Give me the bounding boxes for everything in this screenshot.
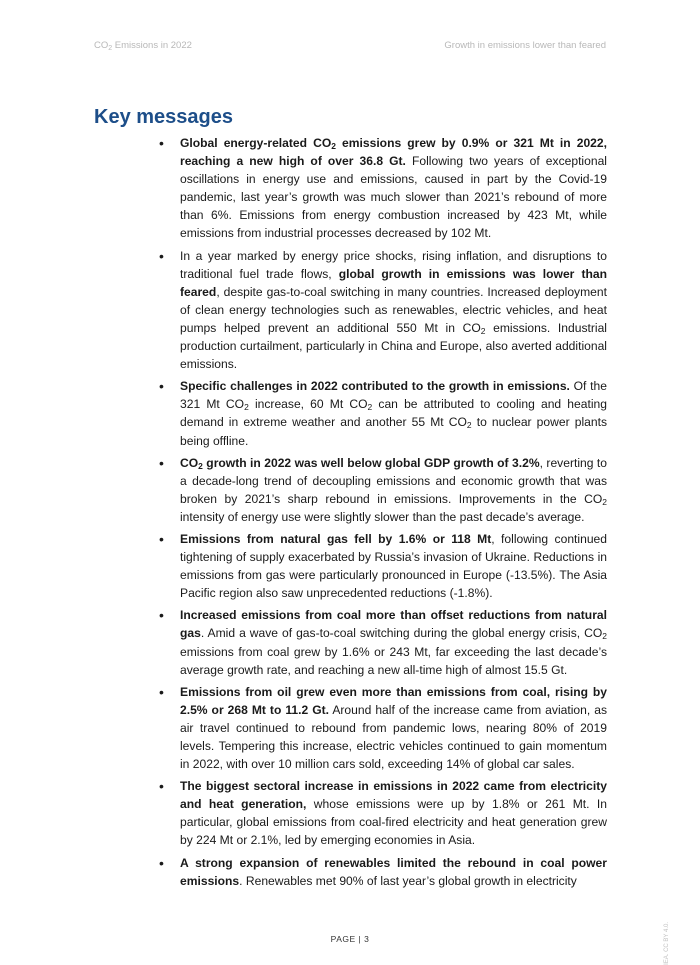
bullet-icon: • [159, 530, 164, 547]
text: . Amid a wave of gas-to-coal switching during the global energy crisis, CO [200, 626, 603, 641]
key-message-item [159, 606, 607, 678]
text: Following two years of exceptional oscillations in energy use and emissions, caused in part by the Covid-19 pandemic, last year’s growth was much slower than 2021’s rebound of more than 6%. Emissions from energy combustion increased by 423 Mt, while emissions from industrial processes decreased by 102 Mt. [180, 154, 607, 241]
subscript: 2 [244, 402, 249, 413]
subscript: 2 [466, 420, 472, 431]
page-number: PAGE | 3 [330, 934, 370, 944]
bullet-icon: • [159, 247, 164, 264]
subscript: 2 [480, 326, 486, 337]
text: emissions from coal grew by 1.6% or 243 Mt, far exceeding the last decade’s average growth rate, and reaching a new all-time high of almost 15.5 Gt. [180, 644, 607, 677]
page-title: Key messages [94, 106, 233, 128]
text: , reverting to a decade-long trend of decoupling emissions and economic growth that was broken by 2021’s sharp rebound in emissions. Improvements in the CO [180, 455, 608, 506]
bullet-icon: • [159, 683, 164, 700]
text: can be attributed to cooling and heating demand in extreme weather and another 55 Mt CO [180, 397, 607, 430]
text: Around half of the increase came from aviation, as air travel continued to rebound from pandemic lows, nearing 80% of 2019 levels. Tempering this increase, electric vehicles continued to gain momentum in 2022, with over 10 million cars sold, exceeding 14% of global car sales. [180, 702, 607, 772]
bold-text: The biggest sectoral increase in emissions in 2022 came from electricity and heat generation, [180, 779, 607, 812]
header-section-title: Growth in emissions lower than feared [444, 40, 606, 51]
bullet-icon: • [159, 778, 164, 795]
text: intensity of energy use were slightly slower than the past decade’s average. [180, 509, 585, 524]
text: increase, 60 Mt CO [248, 397, 368, 412]
text: . Renewables met 90% of last year’s global growth in electricity [239, 873, 577, 888]
bullet-icon: • [159, 135, 164, 151]
text: whose emissions were up by 1.8% or 261 Mt. In particular, global emissions from coal-fired electricity and heat generation grew by 224 Mt or 2.1%, led by emerging economies in Asia. [180, 797, 607, 848]
key-message-item [159, 530, 607, 602]
license-mark: IEA. CC BY 4.0. [664, 922, 670, 965]
subscript: 2 [331, 141, 336, 152]
bullet-icon: • [159, 454, 164, 471]
text: emissions. Industrial production curtailment, particularly in China and Europe, also averted additional emissions. [180, 320, 607, 372]
text: to nuclear power plants being offline. [180, 415, 607, 448]
subscript: 2 [367, 402, 373, 413]
text: , following continued tightening of supply exacerbated by Russia’s invasion of Ukraine. Reductions in emissions from gas were particularly pronounced in Europe (-13.5%). The Asia Pacific region also saw unprecedented reductions (-1.8%). [180, 531, 607, 601]
bold-text: CO [180, 455, 199, 470]
bullet-icon: • [159, 607, 164, 624]
text: , despite gas-to-coal switching in many countries. Increased deployment of clean energy technologies such as renewables, electric vehicles, and heat pumps helped prevent an additional 550 Mt in CO [180, 284, 607, 335]
key-message-item [159, 377, 607, 449]
bold-text: Increased emissions from coal more than offset reductions from natural gas [180, 608, 607, 641]
bold-text: Specific challenges in 2022 contributed to the growth in emissions. [180, 379, 570, 394]
bold-text: global growth in emissions was lower than feared [180, 266, 607, 299]
subscript: 2 [602, 631, 607, 642]
bold-text: emissions grew by 0.9% or 321 Mt in 2022, reaching a new high of over 36.8 Gt. [180, 136, 607, 169]
key-message-item [159, 854, 607, 890]
bold-text: Emissions from natural gas fell by 1.6% or 118 Mt [180, 531, 492, 546]
subscript: 2 [198, 460, 203, 471]
text: In a year marked by energy price shocks, rising inflation, and disruptions to traditional fuel trade flows, [180, 248, 607, 281]
subscript: 2 [602, 496, 607, 507]
text: Of the 321 Mt CO [180, 379, 607, 412]
header-document-title: $CO_2$ Emissions in 2022 [94, 40, 192, 52]
bold-text: Emissions from oil grew even more than emissions from coal, rising by 2.5% or 268 Mt to 11.2 Gt. [180, 684, 607, 717]
key-message-item [159, 134, 607, 243]
key-message-item [159, 454, 608, 526]
key-message-item [159, 777, 607, 849]
bold-text: A strong expansion of renewables limited the rebound in coal power emissions [180, 855, 607, 888]
running-header [94, 40, 606, 54]
key-messages-list [159, 134, 608, 894]
bullet-icon: • [159, 854, 164, 871]
bold-text: Global energy-related CO [180, 136, 332, 150]
key-message-item [159, 683, 607, 773]
key-message-item [159, 247, 607, 374]
bold-text: growth in 2022 was well below global GDP growth of 3.2% [202, 455, 540, 470]
bullet-icon: • [159, 378, 164, 395]
